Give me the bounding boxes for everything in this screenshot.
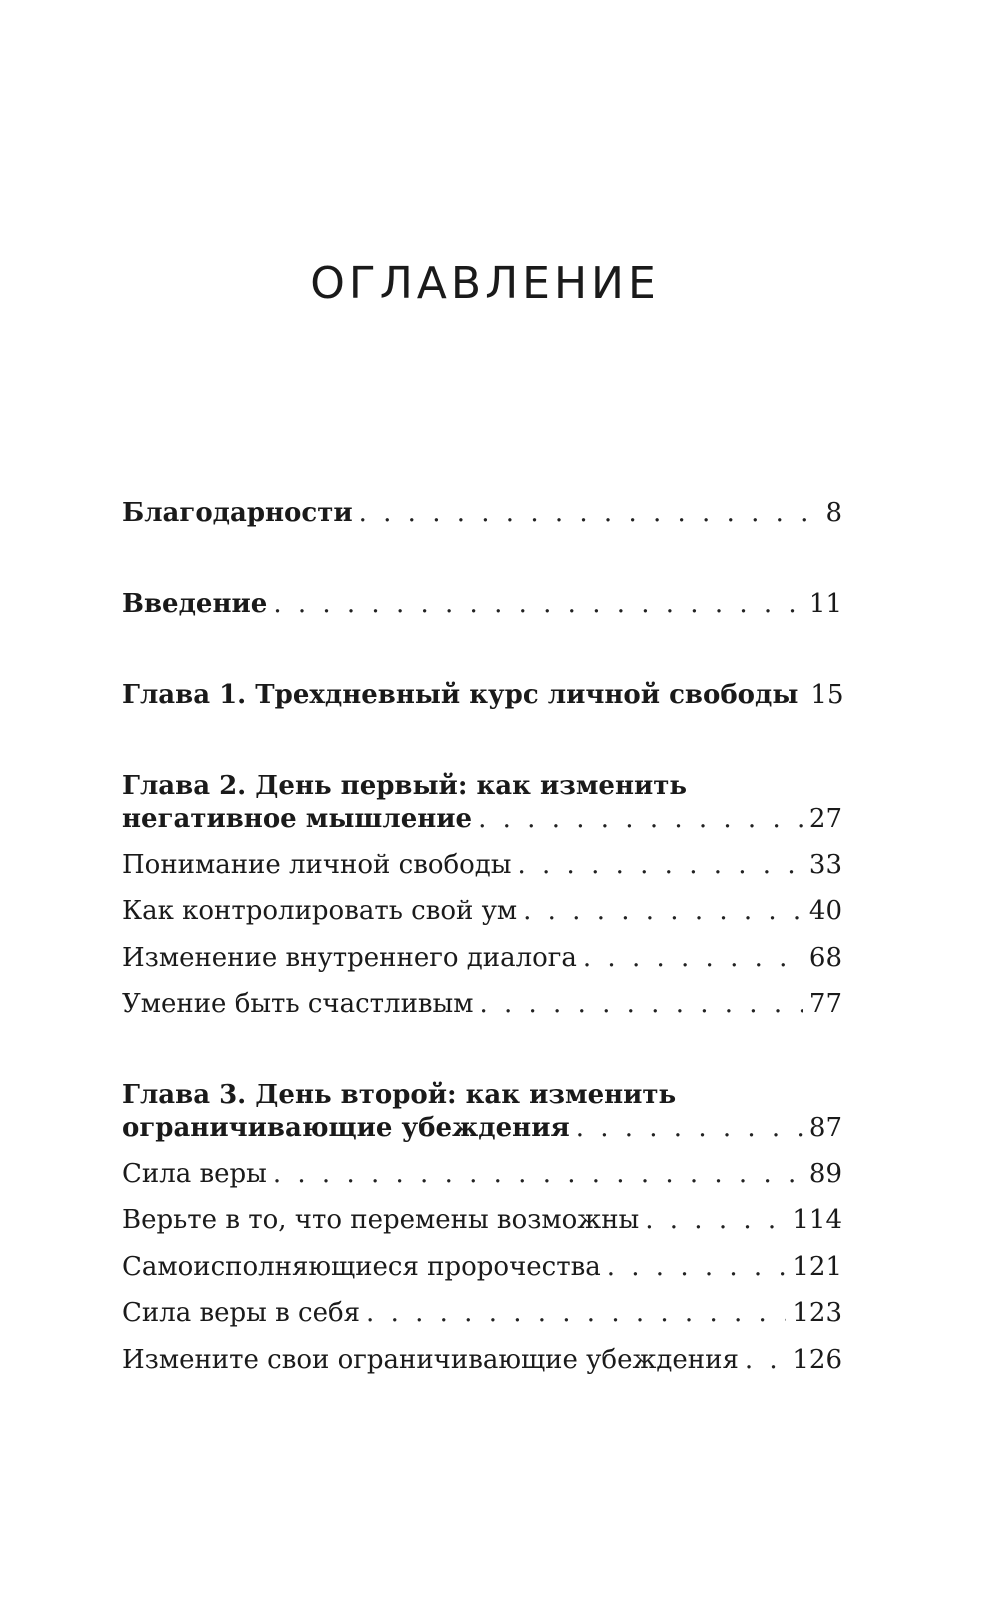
toc-page-number: 40 <box>808 896 842 926</box>
dot-leader <box>273 1158 803 1191</box>
toc-entry-title: Как контролировать свой ум <box>122 896 518 926</box>
toc-page-number: 114 <box>792 1205 842 1235</box>
toc-entry-acknowledgements[interactable] <box>122 497 842 530</box>
toc-entry-title: Понимание личной свободы <box>122 850 512 880</box>
toc-entry-power-of-belief[interactable] <box>122 1158 842 1191</box>
toc-entry-title: Сила веры в себя <box>122 1298 361 1328</box>
toc-entry-chapter-2[interactable] <box>122 770 842 836</box>
toc-page-number: 89 <box>808 1159 842 1189</box>
toc-entry-title: Глава 1. Трехдневный курс личной свободы <box>122 680 799 710</box>
toc-entry-inner-dialogue[interactable] <box>122 942 842 975</box>
toc-page-number: 77 <box>808 989 842 1019</box>
dot-leader <box>745 1344 787 1377</box>
toc-page-number: 123 <box>792 1298 842 1328</box>
toc-page-number: 15 <box>810 680 844 710</box>
toc-entry-title-line1: Глава 3. День второй: как изменить <box>122 1080 677 1110</box>
toc-page-number: 33 <box>808 850 842 880</box>
toc-entry-introduction[interactable] <box>122 588 842 621</box>
toc-page-number: 27 <box>808 804 842 834</box>
toc-entry-title-line2: ограничивающие убеждения <box>122 1113 570 1143</box>
toc-page-number: 126 <box>792 1345 842 1375</box>
toc-entry-chapter-1[interactable] <box>122 679 842 712</box>
dot-leader <box>607 1251 787 1284</box>
toc-page-number: 8 <box>825 498 842 528</box>
dot-leader <box>645 1204 786 1237</box>
toc-entry-chapter-3[interactable] <box>122 1079 842 1145</box>
toc-page-number: 87 <box>808 1113 842 1143</box>
dot-leader <box>478 803 803 836</box>
dot-leader <box>518 849 803 882</box>
toc-entry-self-fulfilling[interactable] <box>122 1251 842 1284</box>
toc-entry-control-mind[interactable] <box>122 895 842 928</box>
dot-leader <box>273 588 803 621</box>
dot-leader <box>523 895 803 928</box>
toc-page-number: 121 <box>792 1252 842 1282</box>
toc-page-number: 68 <box>808 943 842 973</box>
dot-leader <box>359 497 820 530</box>
toc-entry-title: Верьте в то, что перемены возможны <box>122 1205 640 1235</box>
dot-leader <box>366 1297 786 1330</box>
dot-leader <box>583 942 803 975</box>
dot-leader <box>576 1112 803 1145</box>
toc-entry-title: Умение быть счастливым <box>122 989 474 1019</box>
toc-entry-change-beliefs[interactable] <box>122 1344 842 1377</box>
toc-entry-title: Благодарности <box>122 498 353 528</box>
toc-page-number: 11 <box>808 589 842 619</box>
toc-entry-title: Самоисполняющиеся пророчества <box>122 1252 601 1282</box>
toc-entry-self-belief[interactable] <box>122 1297 842 1330</box>
toc-entry-understanding-freedom[interactable] <box>122 849 842 882</box>
toc-entry-being-happy[interactable] <box>122 988 842 1021</box>
page-title: ОГЛАВЛЕНИЕ <box>310 258 660 309</box>
dot-leader <box>479 988 802 1021</box>
toc-entry-title: Введение <box>122 589 268 619</box>
toc-entry-title: Сила веры <box>122 1159 267 1189</box>
toc-entry-title-line2: негативное мышление <box>122 804 473 834</box>
toc-entry-title: Изменение внутреннего диалога <box>122 943 577 973</box>
toc-entry-title-line1: Глава 2. День первый: как изменить <box>122 771 688 801</box>
toc-entry-change-possible[interactable] <box>122 1204 842 1237</box>
toc-entry-title: Измените свои ограничивающие убеждения <box>122 1345 739 1375</box>
